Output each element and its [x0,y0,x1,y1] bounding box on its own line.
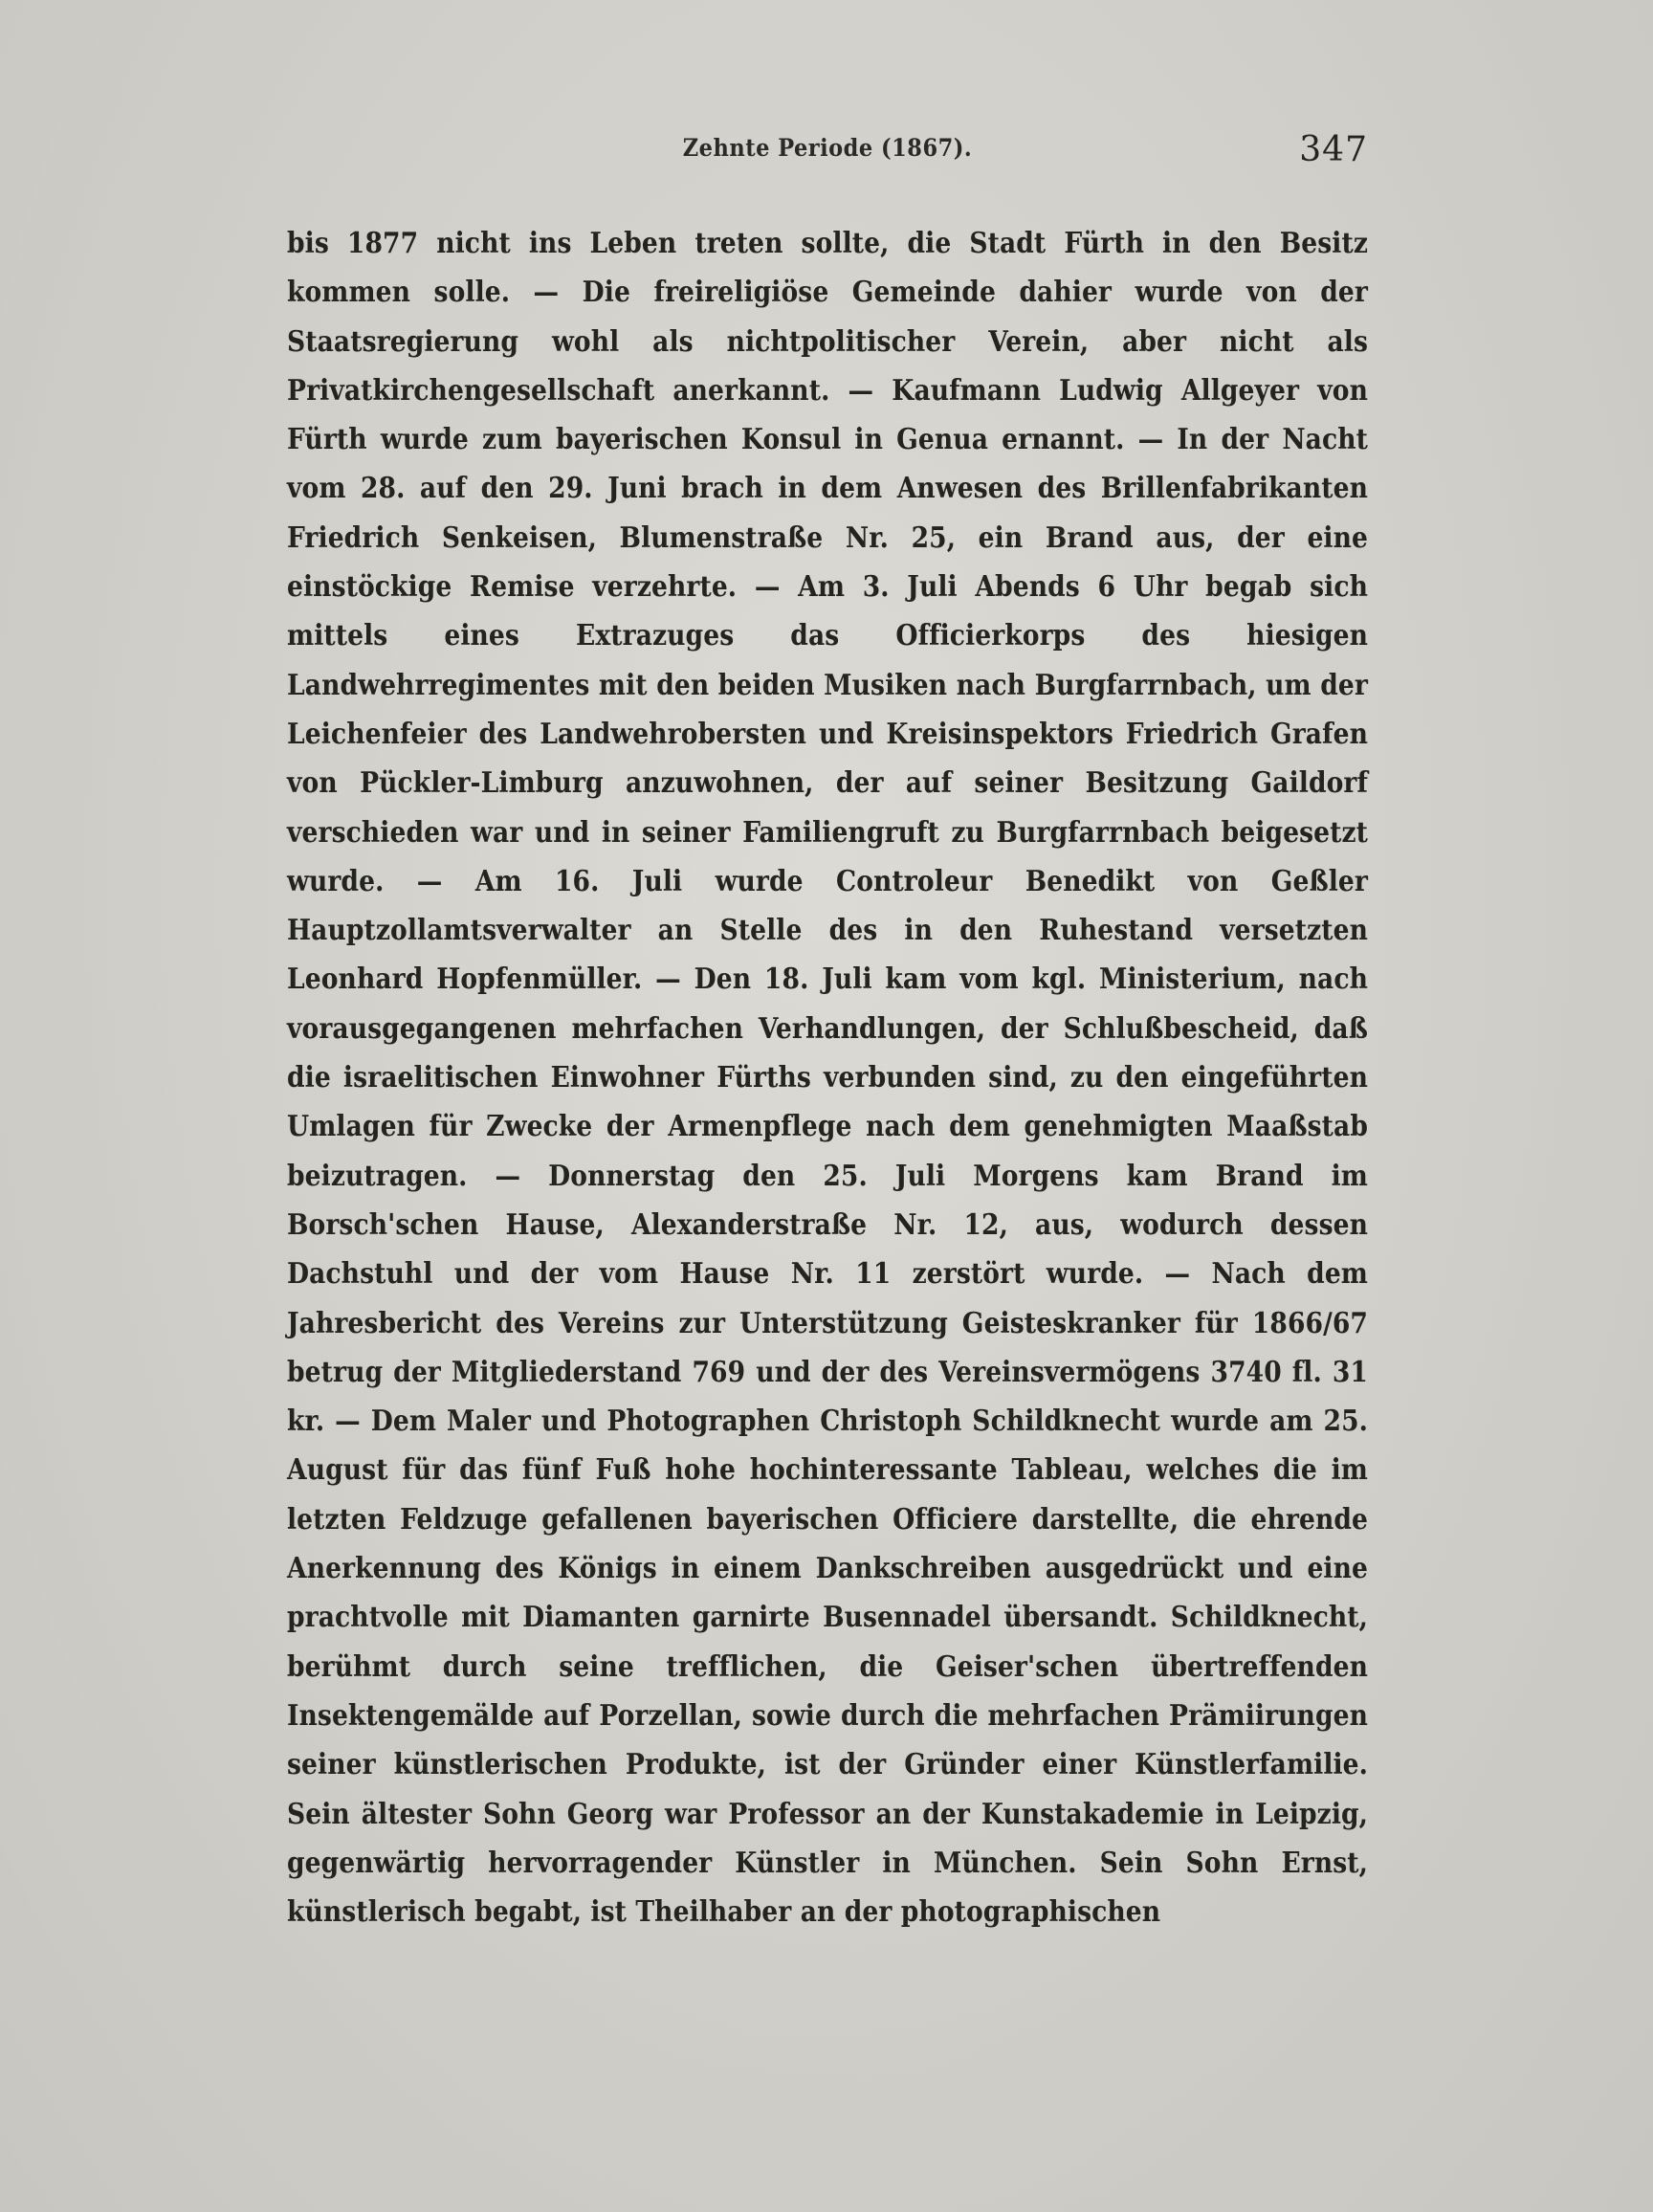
page-header [287,130,1368,186]
body-paragraph: bis 1877 nicht ins Leben treten sollte, die Stadt Fürth in den Besitz kommen solle. — Die freireligiöse Gemeinde dahier wurde von der Staatsregierung wohl als nichtpolitischer Verein, aber nicht als Privatkirchengesellschaft anerkannt. — Kaufmann Ludwig Allgeyer von Fürth wurde zum bayerischen Konsul in Genua ernannt. — In der Nacht vom 28. auf den 29. Juni brach in dem Anwesen des Brillenfabrikanten Friedrich Senkeisen, Blumenstraße Nr. 25, ein Brand aus, der eine einstöckige Remise verzehrte. — Am 3. Juli Abends 6 Uhr begab sich mittels eines Extrazuges das Officierkorps des hiesigen Landwehrregimentes mit den beiden Musiken nach Burgfarrnbach, um der Leichenfeier des Landwehrobersten und Kreisinspektors Friedrich Grafen von Pückler-Limburg anzuwohnen, der auf seiner Besitzung Gaildorf verschieden war und in seiner Familiengruft zu Burgfarrnbach beigesetzt wurde. — Am 16. Juli wurde Controleur Benedikt von Geßler Hauptzollamtsverwalter an Stelle des in den Ruhestand versetzten Leonhard Hopfenmüller. — Den 18. Juli kam vom kgl. Ministerium, nach vorausgegangenen mehrfachen Verhandlungen, der Schlußbescheid, daß die israelitischen Einwohner Fürths verbunden sind, zu den eingeführten Umlagen für Zwecke der Armenpflege nach dem genehmigten Maaßstab beizutragen. — Donnerstag den 25. Juli Morgens kam Brand im Borsch'schen Hause, Alexanderstraße Nr. 12, aus, wodurch dessen Dachstuhl und der vom Hause Nr. 11 zerstört wurde. — Nach dem Jahresbericht des Vereins zur Unterstützung Geisteskranker für 1866/67 betrug der Mitgliederstand 769 und der des Vereinsvermögens 3740 fl. 31 kr. — Dem Maler und Photographen Christoph Schildknecht wurde am 25. August für das fünf Fuß hohe hochinteressante Tableau, welches die im letzten Feldzuge gefallenen bayerischen Officiere darstellte, die ehrende Anerkennung des Königs in einem Dankschreiben ausgedrückt und eine prachtvolle mit Diamanten garnirte Busennadel übersandt. Schildknecht, berühmt durch seine trefflichen, die Geiser'schen übertreffenden Insektengemälde auf Porzellan, sowie durch die mehrfachen Prämiirungen seiner künstlerischen Produkte, ist der Gründer einer Künstlerfamilie. Sein ältester Sohn Georg war Professor an der Kunstakademie in Leipzig, gegenwärtig hervorragender Künstler in München. Sein Sohn Ernst, künstlerisch begabt, ist Theilhaber an der photographischen [287,226,1368,1929]
body-text-block [287,218,1368,1936]
running-head: Zehnte Periode (1867). [682,134,973,162]
page-content [287,130,1368,1936]
page-number: 347 [1299,130,1368,169]
